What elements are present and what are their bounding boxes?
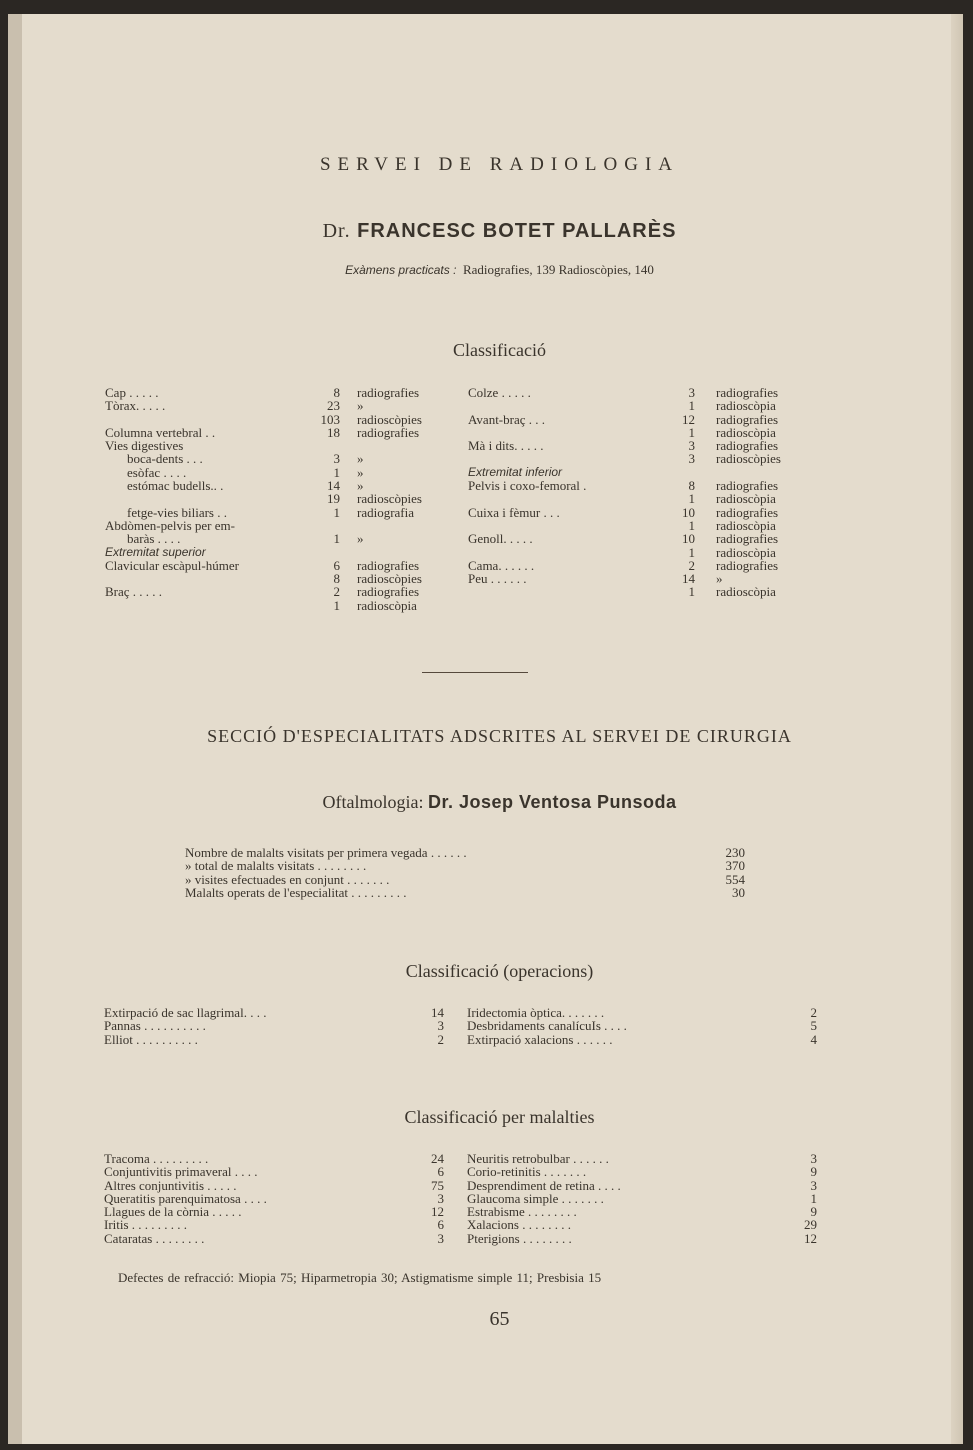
table-row [467,1218,817,1231]
row-count: 2 [810,1005,817,1020]
row-count: 370 [725,858,745,874]
row-count: 10 [682,531,695,547]
row-unit: radioscòpia [716,584,776,600]
table-row [467,1165,817,1178]
row-unit: radioscòpia [357,597,417,613]
row-count: 3 [437,1018,444,1034]
row-label: Avant-braç . . . [468,411,546,427]
row-unit: radioscòpies [357,571,422,587]
table-row [104,1179,444,1192]
table-row [105,532,435,545]
table-row [104,1019,444,1032]
row-count: 1 [333,597,340,613]
row-unit: radiografies [357,424,420,440]
row-count: 3 [437,1230,444,1246]
refraction-defects: Defectes de refracció: Miopia 75; Hiparmetropia 30; Astigmatisme simple 11; Presbisia 15 [118,1270,602,1285]
row-count: 3 [810,1177,817,1193]
specialties-heading: SECCIÓ D'ESPECIALITATS ADSCRITES AL SERVEI DE CIRURGIA [207,726,792,746]
row-count: 12 [682,411,695,427]
row-count: 9 [810,1164,817,1180]
row-label: esòfac . . . . [127,464,187,480]
row-count: 12 [804,1230,817,1246]
table-row [467,1019,817,1032]
table-row [105,506,435,519]
operations-right [467,1006,817,1046]
row-count: 19 [327,491,340,507]
table-row [105,426,435,439]
row-count: 2 [437,1031,444,1047]
row-unit: radiografies [357,584,420,600]
table-row [104,1205,444,1218]
row-count: 23 [327,398,340,414]
row-count: 6 [437,1164,444,1180]
row-label: » total de malalts visitats . . . . . . . . [185,858,367,874]
table-row [468,532,808,545]
row-unit: radioscòpia [716,424,776,440]
table-row [467,1232,817,1245]
row-unit: » [357,464,364,480]
row-unit: radiografies [716,438,779,454]
row-label: Peu . . . . . . [468,571,527,587]
row-count: 30 [732,884,745,900]
row-label: Queratitis parenquimatosa . . . . [104,1190,267,1206]
row-label: Extremitat superior [105,544,206,559]
row-label: Neuritis retrobulbar . . . . . . [467,1151,609,1166]
row-label: estómac budells.. . [127,478,224,494]
patient-stats [185,846,745,899]
row-count: 1 [688,398,695,414]
row-unit: » [357,478,364,494]
row-count: 14 [327,478,340,494]
row-label: Mà i dits. . . . . [468,438,544,454]
row-label: Iridectomia òptica. . . . . . . [467,1005,605,1020]
row-count: 1 [333,531,340,547]
row-unit: radioscòpia [716,491,776,507]
row-count: 1 [810,1190,817,1206]
table-row [104,1165,444,1178]
table-row [104,1192,444,1205]
table-row [468,386,808,399]
row-label: Extirpació xalacions . . . . . . [467,1031,613,1047]
table-row [468,399,808,412]
doctor-heading: Dr. FRANCESC BOTET PALLARÈS [322,220,677,242]
table-row [105,386,435,399]
row-label: Corio-retinitis . . . . . . . [467,1164,587,1180]
row-count: 14 [682,571,695,587]
row-label: baràs . . . . [127,531,181,547]
table-row [467,1205,817,1218]
row-count: 6 [333,557,340,573]
table-row [105,492,435,505]
row-count: 29 [804,1217,817,1233]
table-row [467,1006,817,1019]
row-unit: radiografia [357,504,415,520]
section-title: SERVEI DE RADIOLOGIA [319,154,680,175]
table-row [468,572,808,585]
row-label: Extirpació de sac llagrimal. . . . [104,1005,267,1020]
table-row [467,1179,817,1192]
row-label: Columna vertebral . . [105,424,216,440]
table-row [467,1033,817,1046]
row-label: Colze . . . . . [468,385,531,400]
row-unit: radiografies [357,557,420,573]
row-label: Pterigions . . . . . . . . [467,1230,572,1246]
row-count: 8 [333,385,340,400]
row-label: Genoll. . . . . [468,531,533,547]
row-label: Pannas . . . . . . . . . . [104,1018,206,1034]
row-count: 24 [431,1151,444,1166]
row-label: boca-dents . . . [127,451,203,467]
row-unit: radiografies [716,478,779,494]
row-unit: radioscòpies [357,491,422,507]
row-label: Extremitat inferior [468,464,563,479]
table-row [105,599,435,612]
row-label: Iritis . . . . . . . . . [104,1217,188,1233]
row-label: Cama. . . . . . [468,557,535,573]
table-row [104,1033,444,1046]
row-count: 3 [688,451,695,467]
row-label: Conjuntivitis primaveral . . . . [104,1164,258,1180]
row-unit: radioscòpia [716,398,776,414]
row-count: 8 [688,478,695,494]
row-unit: radiografies [716,557,779,573]
table-row [105,439,435,452]
diseases-heading: Classificació per malalties [404,1107,595,1127]
row-label: Clavicular escàpul-húmer [105,557,239,573]
table-row [104,1232,444,1245]
row-count: 3 [810,1151,817,1166]
row-unit: » [716,571,723,587]
row-count: 3 [437,1190,444,1206]
table-row [468,452,808,465]
row-unit: radiografies [716,411,779,427]
row-count: 14 [431,1005,444,1020]
table-row [105,413,435,426]
diseases-left [104,1152,444,1245]
row-count: 230 [725,845,745,860]
table-row [105,585,435,598]
row-label: Pelvis i coxo-femoral . [468,478,587,494]
row-label: Glaucoma simple . . . . . . . [467,1190,604,1206]
table-row [467,1152,817,1165]
row-count: 75 [431,1177,444,1193]
row-unit: radioscòpies [357,411,422,427]
table-row [468,506,808,519]
row-unit: radiografies [716,385,779,400]
row-unit: » [357,531,364,547]
table-row [105,572,435,585]
table-row [185,859,745,872]
table-row [105,546,435,559]
row-count: 1 [688,424,695,440]
row-label: Llagues de la còrnia . . . . . [104,1204,242,1220]
row-count: 1 [333,504,340,520]
table-row [105,559,435,572]
row-count: 8 [333,571,340,587]
row-label: Abdòmen-pelvis per em- [105,517,235,533]
table-row [468,492,808,505]
divider [422,672,528,673]
row-count: 9 [810,1204,817,1220]
table-row [105,466,435,479]
row-count: 2 [333,584,340,600]
row-count: 1 [688,491,695,507]
table-row [185,886,745,899]
table-row [468,426,808,439]
row-label: Desbridaments canalícuIs . . . . [467,1018,627,1034]
table-row [185,873,745,886]
row-label: Altres conjuntivitis . . . . . [104,1177,237,1193]
table-row [468,546,808,559]
table-row [468,413,808,426]
row-label: Cuixa i fèmur . . . [468,504,560,520]
page-number: 65 [489,1308,510,1330]
row-count: 6 [437,1217,444,1233]
table-row [104,1218,444,1231]
table-row [185,846,745,859]
table-row [105,519,435,532]
row-count: 2 [688,557,695,573]
row-unit: radiografies [357,385,420,400]
row-count: 10 [682,504,695,520]
row-unit: radioscòpies [716,451,781,467]
row-count: 103 [320,411,340,427]
row-label: Cap . . . . . [105,385,159,400]
diseases-right [467,1152,817,1245]
row-count: 3 [333,451,340,467]
table-row [468,559,808,572]
row-count: 3 [688,438,695,454]
row-label: Tracoma . . . . . . . . . [104,1151,209,1166]
row-count: 5 [810,1018,817,1034]
operations-heading: Classificació (operacions) [405,961,594,981]
row-count: 12 [431,1204,444,1220]
row-unit: radiografies [716,504,779,520]
row-count: 18 [327,424,340,440]
row-count: 554 [725,871,745,887]
row-label: Xalacions . . . . . . . . [467,1217,571,1233]
table-row [468,519,808,532]
row-label: Estrabisme . . . . . . . . [467,1204,577,1220]
table-row [104,1152,444,1165]
radiology-table-left [105,386,435,612]
table-row [468,479,808,492]
row-count: 1 [688,544,695,560]
row-label: Malalts operats de l'especialitat . . . . . . . . . [185,884,407,900]
row-label: Braç . . . . . [105,584,163,600]
radiology-table-right [468,386,808,599]
exams-summary: Exàmens practicats : Radiografies, 139 Radioscòpies, 140 [345,262,654,277]
table-row [468,466,808,479]
row-unit: radioscòpia [716,517,776,533]
row-label: fetge-vies biliars . . [127,504,227,520]
row-unit: » [357,451,364,467]
ophthalmology-heading: Oftalmologia: Dr. Josep Ventosa Punsoda [322,792,677,812]
row-label: Nombre de malalts visitats per primera vegada . . . . . . [185,845,467,860]
row-label: Elliot . . . . . . . . . . [104,1031,198,1047]
table-row [105,452,435,465]
document-page [8,14,963,1444]
row-unit: radiografies [716,531,779,547]
row-count: 1 [688,517,695,533]
table-row [468,585,808,598]
row-label: » visites efectuades en conjunt . . . . . . . [185,871,390,887]
table-row [105,399,435,412]
row-unit: radioscòpia [716,544,776,560]
row-count: 3 [688,385,695,400]
table-row [468,439,808,452]
row-unit: » [357,398,364,414]
row-label: Vies digestives [105,438,184,454]
row-count: 4 [810,1031,817,1047]
row-label: Desprendiment de retina . . . . [467,1177,621,1193]
row-label: Cataratas . . . . . . . . [104,1230,205,1246]
row-count: 1 [333,464,340,480]
table-row [104,1006,444,1019]
operations-left [104,1006,444,1046]
table-row [467,1192,817,1205]
classification-heading: Classificació [453,340,546,360]
row-label: Tòrax. . . . . [105,398,166,414]
table-row [105,479,435,492]
row-count: 1 [688,584,695,600]
